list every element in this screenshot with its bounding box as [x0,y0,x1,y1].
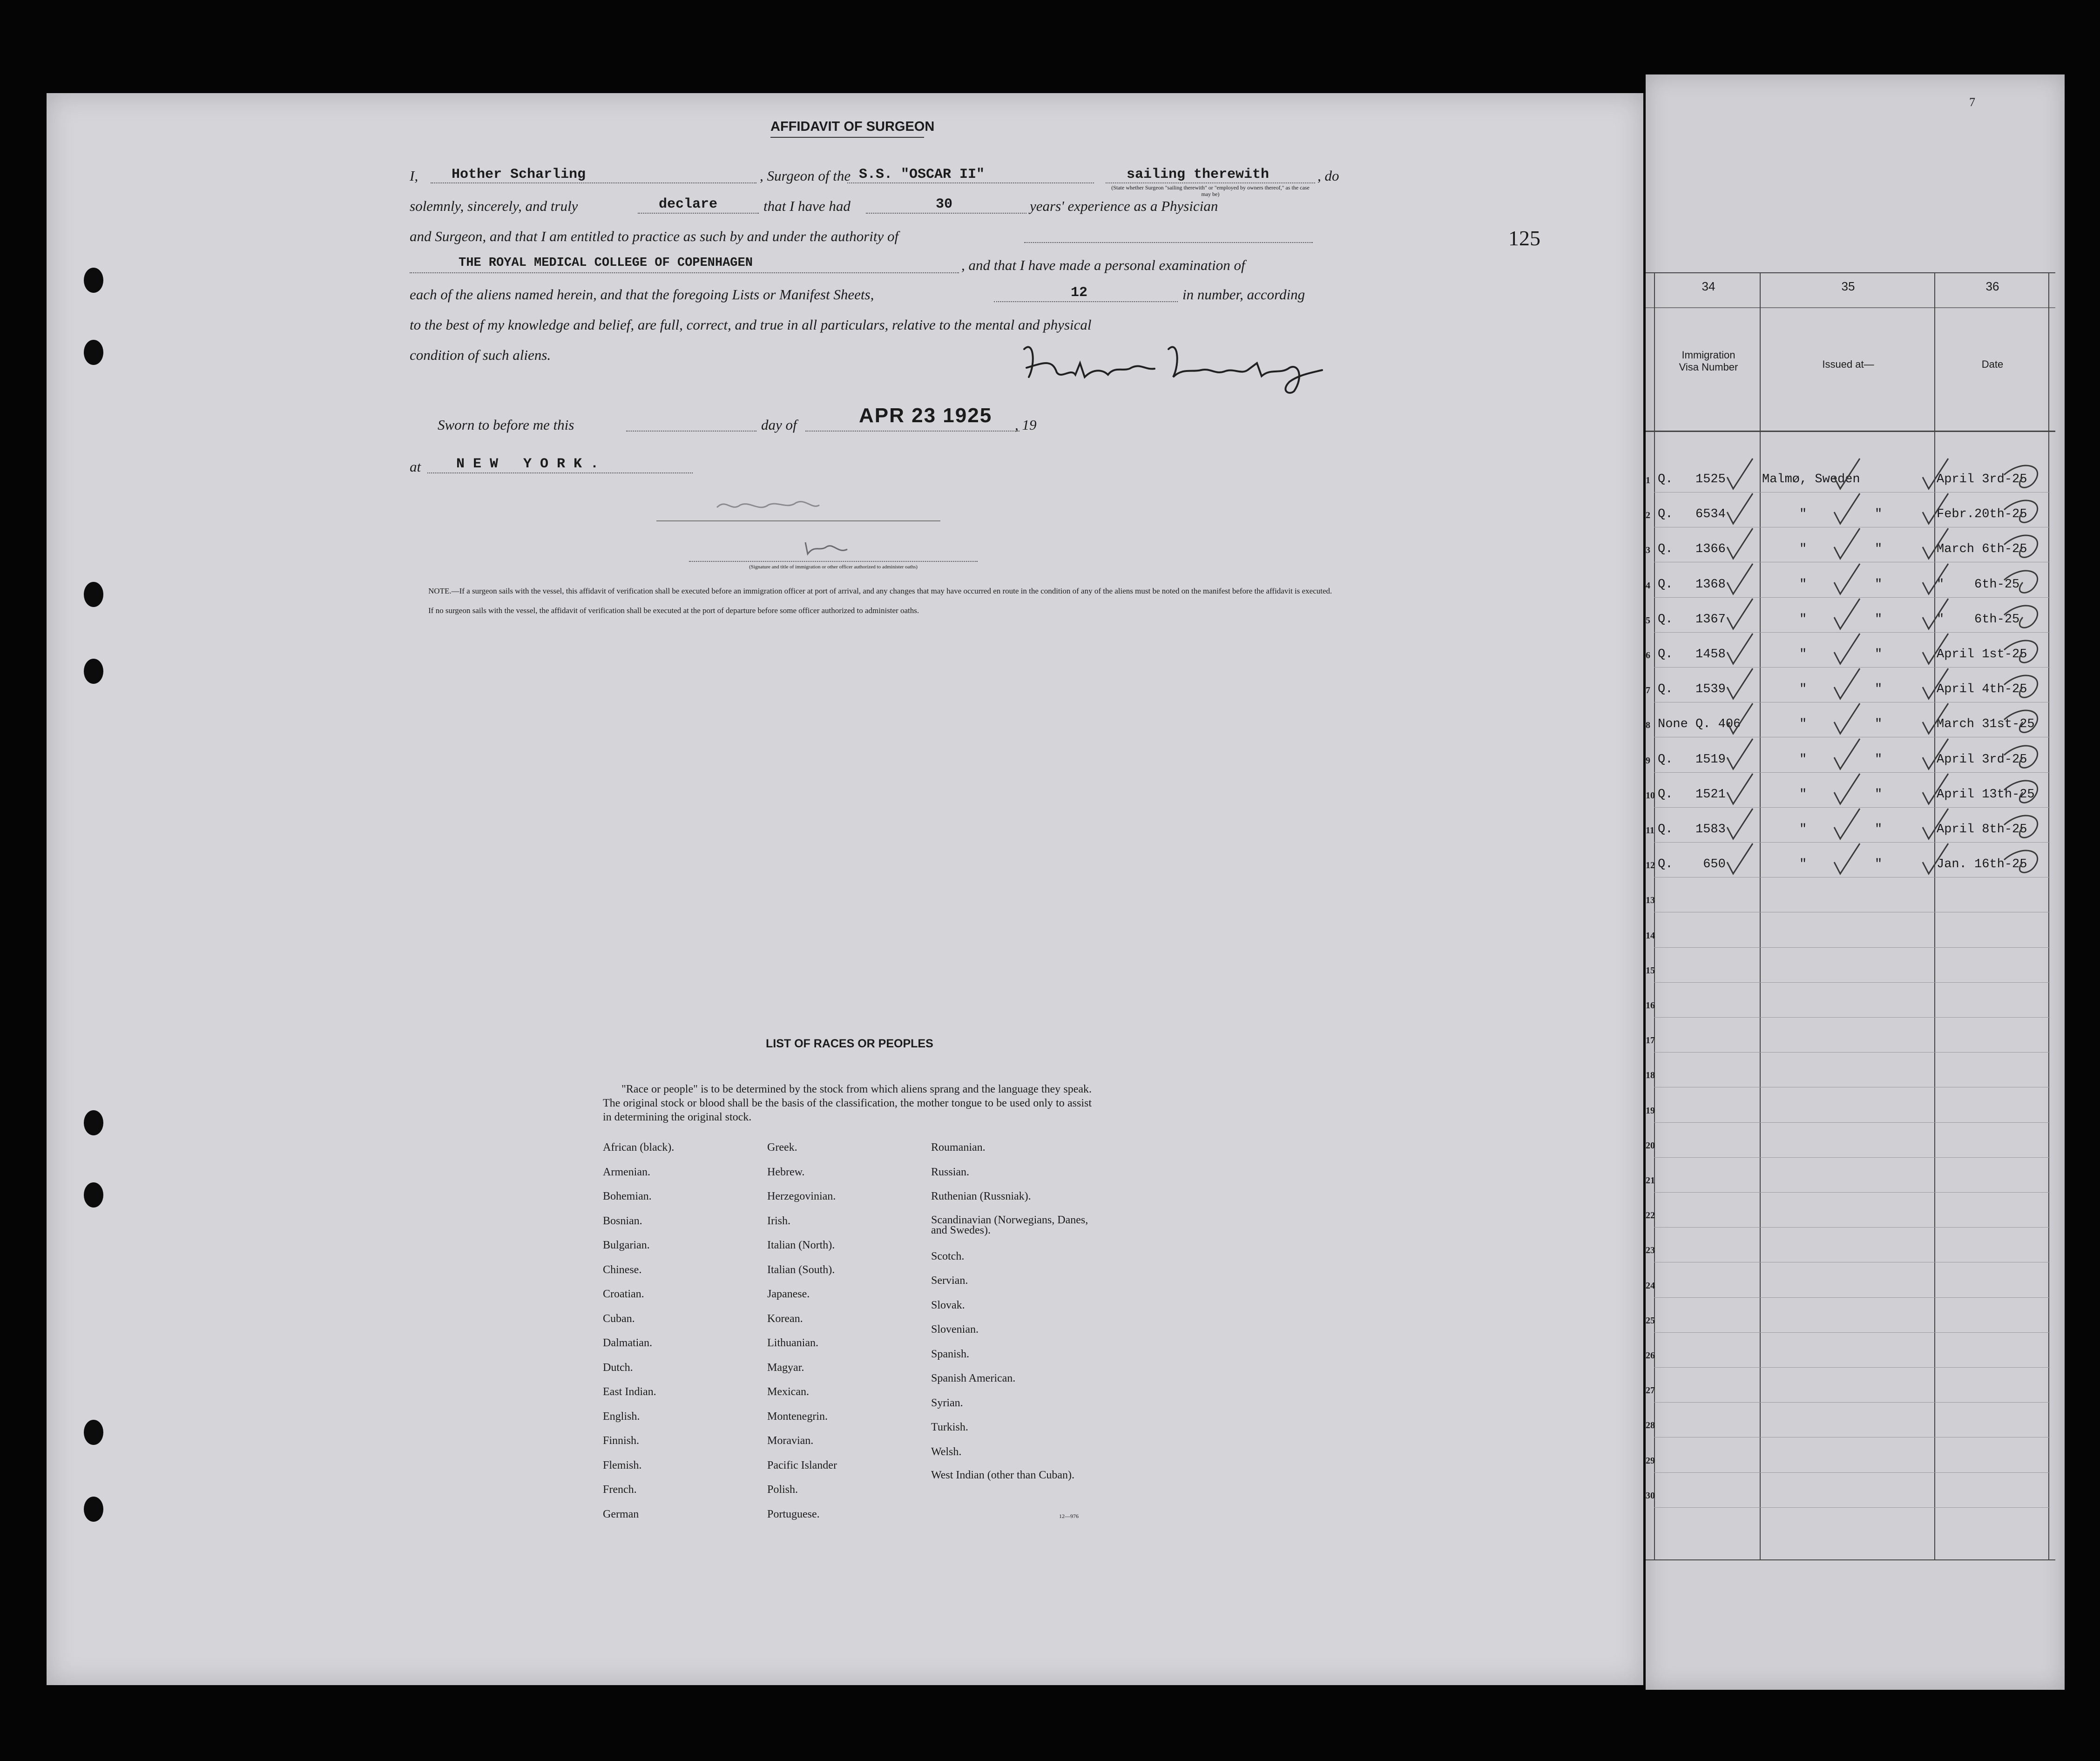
punch-hole [84,1110,103,1135]
row-number: 30 [1646,1490,1655,1501]
row-rule [1654,1332,2050,1333]
row-number: 16 [1646,1000,1655,1011]
years-line [866,213,1026,214]
race-entry: Armenian. [603,1166,650,1178]
races-intro: "Race or people" is to be determined by the stock from which aliens sprang and the language they speak. The original stock or blood shall be the basis of the classification, the mother tongue to be used only to assist in determining the original stock. [603,1083,1092,1123]
check-marks [1725,561,2051,599]
race-entry: Montenegrin. [767,1410,828,1423]
line7: condition of such aliens. [410,347,551,363]
visa-number: Q. 1458 [1658,648,1726,661]
officer-line-1 [656,520,940,521]
punch-hole [84,268,103,293]
race-entry: West Indian (other than Cuban). [931,1469,1074,1482]
table-top-rule [1646,272,2055,273]
punch-hole [84,340,103,365]
visa-number: Q. 6534 [1658,507,1726,522]
row-rule [1654,1017,2050,1018]
check-marks [1725,701,2051,738]
race-entry: Dutch. [603,1361,633,1374]
surgeon-name: Hother Scharling [452,167,586,182]
check-marks [1725,806,2051,843]
check-marks [1725,596,2051,634]
surgeon-signature [1015,335,1331,396]
check-marks [1725,491,2051,528]
row-number: 5 [1646,615,1650,626]
visa-date: April 4th-25 [1937,682,2027,697]
sworn-month-line [805,431,1020,432]
row-number: 15 [1646,965,1655,976]
visa-date: " 6th-25 [1937,577,2020,592]
race-entry: Croatian. [603,1288,644,1300]
row-number: 1 [1646,475,1650,486]
row-number: 19 [1646,1105,1655,1116]
issued-at: " " [1799,612,1883,627]
sworn-pre: Sworn to before me this [438,417,574,433]
issued-at: " " [1799,507,1883,522]
race-entry: Finnish. [603,1435,640,1447]
race-entry: Portuguese. [767,1508,820,1520]
race-entry: Flemish. [603,1459,642,1471]
issued-at: " " [1799,823,1883,837]
col-35-header: Issued at— [1822,358,1874,370]
issued-at: " " [1799,682,1883,697]
officer-caption: (Signature and title of immigration or other officer authorized to administer oaths) [749,564,918,570]
issued-at: " " [1799,717,1883,732]
issued-at: Malmø, Sweden [1762,472,1860,486]
race-entry: Japanese. [767,1288,810,1300]
race-entry: Welsh. [931,1445,962,1458]
row-rule [1654,1157,2050,1158]
visa-date: Febr.20th-25 [1937,507,2027,522]
line1-post: , do [1317,168,1339,184]
check-marks [1725,456,2051,493]
row-rule [1654,1472,2050,1473]
line6: to the best of my knowledge and belief, are full, correct, and true in all particulars, relative to the mental and physical [410,317,1092,333]
race-entry: Bosnian. [603,1214,642,1227]
col-34-header: Immigration Visa Number [1679,349,1738,373]
race-entry: Dalmatian. [603,1337,652,1349]
race-entry: Cuban. [603,1312,635,1325]
sworn-day-line [626,431,756,432]
race-entry: East Indian. [603,1386,656,1398]
officer-initials [801,535,857,559]
visa-date: April 1st-25 [1937,648,2027,661]
count-line [994,301,1178,302]
race-entry: Bulgarian. [603,1239,650,1251]
issued-at: " " [1799,752,1883,767]
declare-line [638,213,759,214]
line5-pre: each of the aliens named herein, and that the foregoing Lists or Manifest Sheets, [410,286,874,303]
row-number: 18 [1646,1070,1655,1081]
vessel-line [847,182,1094,183]
officer-signature-faint [712,493,824,517]
note-2: If no surgeon sails with the vessel, the affidavit of verification shall be executed at the port of departure before some officer authorized to administer oaths. [428,606,919,615]
race-entry: Turkish. [931,1421,968,1434]
race-entry: French. [603,1484,637,1496]
punch-hole [84,1420,103,1445]
race-entry: Spanish. [931,1348,970,1360]
race-entry: Scotch. [931,1250,965,1262]
sailing-note: (State whether Surgeon "sailing therewith" or "employed by owners thereof," as the case may be) [1111,184,1310,197]
race-entry: Roumanian. [931,1141,986,1154]
race-entry: Italian (South). [767,1263,835,1276]
sailing-status: sailing therewith [1127,167,1269,182]
row-rule [1654,1192,2050,1193]
row-number: 28 [1646,1420,1655,1431]
row-rule [1654,1122,2050,1123]
row-number: 11 [1646,825,1654,836]
race-entry: Pacific Islander [767,1459,837,1471]
line2-pre: solemnly, sincerely, and truly [410,198,578,214]
officer-line-2 [689,561,978,562]
row-rule [1654,1402,2050,1403]
visa-number: Q. 1368 [1658,577,1726,592]
row-rule [1654,1052,2050,1053]
check-marks [1725,736,2051,774]
race-entry: Slovenian. [931,1323,979,1336]
authority-name: THE ROYAL MEDICAL COLLEGE OF COPENHAGEN [459,256,753,270]
issued-at: " " [1799,577,1883,592]
visa-number: Q. 1539 [1658,682,1726,697]
row-rule [1654,1507,2050,1508]
authority-line-top [1024,242,1313,243]
race-entry: Irish. [767,1214,790,1227]
punch-hole [84,659,103,684]
race-entry: Chinese. [603,1263,642,1276]
race-entry: Korean. [767,1312,803,1325]
row-number: 27 [1646,1385,1655,1396]
row-number: 8 [1646,720,1650,731]
table-bottom-rule [1646,1559,2055,1560]
line2-post: years' experience as a Physician [1030,198,1218,214]
row-number: 21 [1646,1175,1655,1186]
stamp-number: 125 [1508,226,1540,250]
row-number: 10 [1646,790,1655,801]
line3: and Surgeon, and that I am entitled to practice as such by and under the authority of [410,228,899,244]
years-value: 30 [936,196,953,212]
race-entry: Russian. [931,1166,970,1178]
at-line [427,472,693,473]
race-entry: Ruthenian (Russniak). [931,1190,1031,1202]
visa-number: Q. 1521 [1658,787,1726,802]
line5-post: in number, according [1182,286,1305,303]
visa-date: Jan. 16th-25 [1937,857,2027,872]
col-rule [1654,272,1655,1559]
header-number-rule [1646,307,2055,308]
check-marks [1725,771,2051,809]
row-number: 14 [1646,930,1655,941]
race-entry: Magyar. [767,1361,804,1374]
issued-at: " " [1799,857,1883,872]
row-number: 23 [1646,1245,1655,1256]
affidavit-page [47,93,1643,1685]
visa-date: March 31st-25 [1937,717,2035,732]
race-entry: English. [603,1410,640,1423]
check-marks [1725,631,2051,668]
header-bottom-rule [1646,431,2055,432]
race-entry: German [603,1508,639,1520]
visa-date: April 3rd-25 [1937,752,2027,767]
row-number: 2 [1646,510,1650,521]
form-code: 12—976 [1059,1513,1079,1519]
row-rule [1654,947,2050,948]
race-entry: Spanish American. [931,1372,1016,1385]
punch-hole [84,582,103,607]
row-rule [1654,1227,2050,1228]
race-entry: Syrian. [931,1397,963,1409]
row-number: 4 [1646,580,1650,591]
row-number: 7 [1646,685,1650,696]
punch-hole [84,1182,103,1208]
row-number: 20 [1646,1140,1655,1151]
col-36-header: Date [1981,358,2004,370]
row-number: 26 [1646,1350,1655,1361]
date-stamp: APR 23 1925 [859,404,993,427]
line4-post: , and that I have made a personal examination of [961,257,1245,273]
race-entry: Moravian. [767,1435,814,1447]
page-mark: 7 [1969,95,1975,109]
line2-mid: that I have had [763,198,851,214]
row-rule [1654,1367,2050,1368]
declare-word: declare [659,196,718,212]
note-1: NOTE.—If a surgeon sails with the vessel, this affidavit of verification shall be executed before an immigration officer at port of arrival, and any changes that may have occurred en route in the condition of any of the aliens must be noted on the manifest before the affidavit is executed. [428,587,1332,595]
row-number: 25 [1646,1315,1655,1326]
visa-date: April 13th-25 [1937,787,2035,802]
race-entry: Polish. [767,1484,798,1496]
issued-at: " " [1799,542,1883,557]
vessel-name: S.S. "OSCAR II" [859,167,985,182]
issued-at: " " [1799,787,1883,802]
row-rule [1654,1297,2050,1298]
visa-date: April 8th-25 [1937,823,2027,837]
visa-date: " 6th-25 [1937,612,2020,627]
visa-number: Q. 650 [1658,857,1726,872]
race-entry: Slovak. [931,1299,965,1311]
line1-mid: , Surgeon of the [760,168,851,184]
row-number: 24 [1646,1280,1655,1291]
authority-line [410,272,959,273]
row-number: 17 [1646,1035,1655,1046]
visa-date: April 3rd-25 [1937,472,2027,486]
race-entry: Bohemian. [603,1190,652,1202]
at-place: N E W Y O R K . [456,456,599,472]
visa-number: Q. 1519 [1658,752,1726,767]
check-marks [1725,666,2051,703]
row-number: 13 [1646,895,1655,906]
race-entry: Herzegovinian. [767,1190,836,1202]
sworn-mid: day of [761,417,797,433]
punch-hole [84,1497,103,1522]
races-title: LIST OF RACES OR PEOPLES [766,1037,933,1050]
col-35-number: 35 [1841,279,1855,293]
sworn-post: , 19 [1015,417,1037,433]
row-number: 29 [1646,1455,1655,1466]
sheet-count: 12 [1071,285,1088,301]
visa-number: Q. 1525 [1658,472,1726,486]
row-number: 9 [1646,755,1650,766]
visa-date: March 6th-25 [1937,542,2027,557]
row-number: 6 [1646,650,1650,661]
col-36-number: 36 [1985,279,1999,293]
race-entry: Hebrew. [767,1166,805,1178]
race-entry: Lithuanian. [767,1337,818,1349]
surgeon-name-line [431,182,756,183]
visa-number: Q. 1583 [1658,823,1726,837]
check-marks [1725,841,2051,878]
race-entry: Greek. [767,1141,797,1154]
race-entry: Servian. [931,1275,968,1287]
check-marks [1725,526,2051,563]
row-number: 22 [1646,1210,1655,1221]
visa-number: Q. 1367 [1658,612,1726,627]
line1-pre: I, [410,168,419,184]
col-34-number: 34 [1702,279,1715,293]
visa-number: Q. 1366 [1658,542,1726,557]
row-number: 12 [1646,860,1655,871]
race-entry: Mexican. [767,1386,809,1398]
row-rule [1654,982,2050,983]
issued-at: " " [1799,648,1883,661]
at-pre: at [410,459,421,475]
race-entry: Scandinavian (Norwegians, Danes, and Swedes). [931,1214,1088,1236]
race-entry: Italian (North). [767,1239,835,1251]
sailing-line [1106,182,1315,183]
manifest-sheet-right [1646,74,2065,1690]
visa-number: None Q. 406 [1658,717,1741,732]
title-underline [770,137,924,138]
race-entry: African (black). [603,1141,675,1154]
row-number: 3 [1646,545,1650,556]
affidavit-title: AFFIDAVIT OF SURGEON [770,119,935,134]
